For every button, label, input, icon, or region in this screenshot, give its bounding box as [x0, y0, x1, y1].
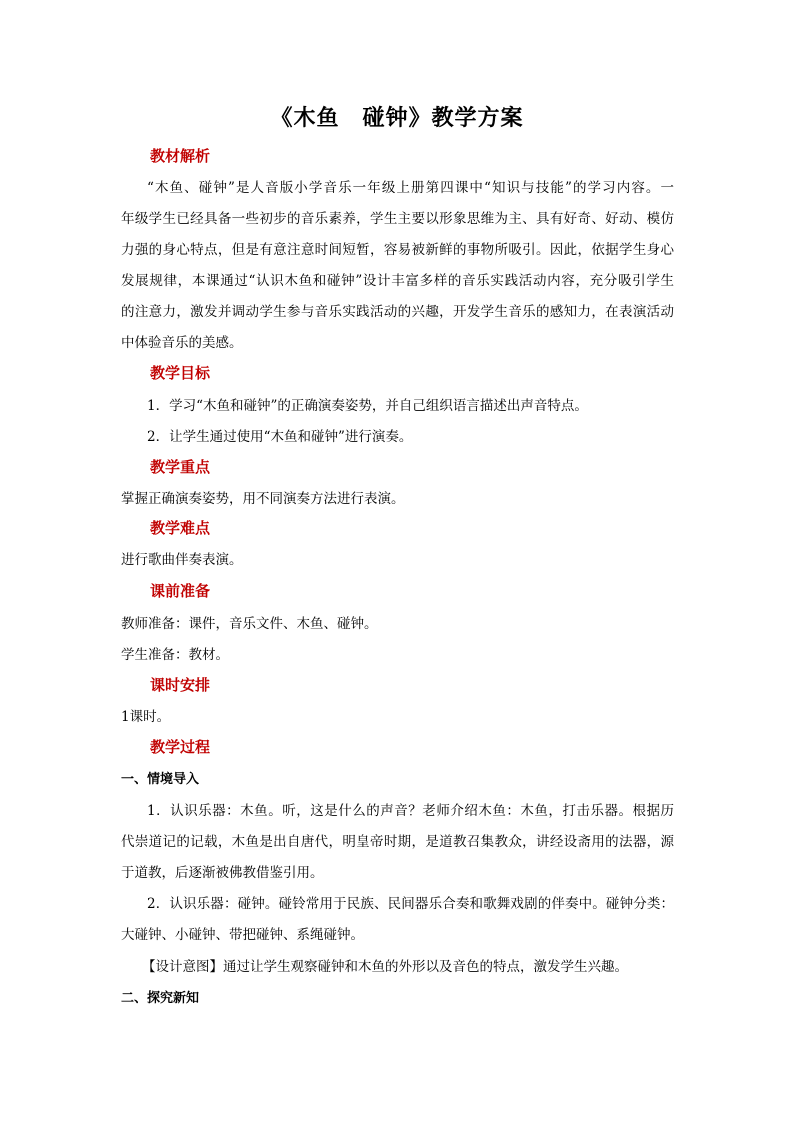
- process-paragraph-line: 于道教，后逐渐被佛教借鉴引用。: [121, 865, 324, 881]
- section-heading-preparation: 课前准备: [150, 582, 211, 600]
- analysis-paragraph-line: 发展规律，本课通过“认识木鱼和碰钟”设计丰富多样的音乐实践活动内容，充分吸引学生: [121, 273, 674, 289]
- process-part2-heading: 二、探究新知: [121, 991, 200, 1006]
- teacher-preparation-text: 教师准备：课件，音乐文件、木鱼、碰钟。: [121, 616, 378, 632]
- design-intent-text: 【设计意图】通过让学生观察碰钟和木鱼的外形以及音色的特点，激发学生兴趣。: [142, 959, 628, 975]
- process-paragraph-line: 2．认识乐器：碰钟。碰铃常用于民族、民间器乐合奏和歌舞戏剧的伴奏中。碰钟分类：: [147, 896, 674, 912]
- student-preparation-text: 学生准备：教材。: [121, 647, 229, 663]
- analysis-paragraph-line: 力强的身心特点，但是有意注意时间短暂，容易被新鲜的事物所吸引。因此，依据学生身心: [121, 242, 674, 258]
- process-paragraph-line: 代崇道记的记载，木鱼是出自唐代，明皇帝时期，是道教召集教众，讲经设斋用的法器，源: [121, 834, 674, 850]
- section-heading-analysis: 教材解析: [150, 147, 211, 165]
- section-heading-difficulties: 教学难点: [150, 519, 211, 537]
- schedule-text: 1课时。: [121, 709, 171, 725]
- difficulties-text: 进行歌曲伴奏表演。: [121, 552, 243, 568]
- process-part1-heading: 一、情境导入: [121, 772, 200, 787]
- process-paragraph-line: 大碰钟、小碰钟、带把碰钟、系绳碰钟。: [121, 927, 364, 943]
- analysis-paragraph-line: “木鱼、碰钟”是人音版小学音乐一年级上册第四课中“知识与技能”的学习内容。一: [147, 180, 674, 196]
- analysis-paragraph-line: 中体验音乐的美感。: [121, 335, 243, 351]
- process-paragraph-line: 1．认识乐器：木鱼。听，这是什么的声音？老师介绍木鱼：木鱼，打击乐器。根据历: [147, 803, 674, 819]
- key-points-text: 掌握正确演奏姿势，用不同演奏方法进行表演。: [121, 491, 405, 507]
- section-heading-goals: 教学目标: [150, 364, 211, 382]
- page-title: 《木鱼 碰钟》教学方案: [270, 105, 524, 131]
- analysis-paragraph-line: 的注意力，激发并调动学生参与音乐实践活动的兴趣，开发学生音乐的感知力，在表演活动: [121, 304, 674, 320]
- goal-item: 1．学习“木鱼和碰钟”的正确演奏姿势，并自己组织语言描述出声音特点。: [147, 398, 588, 414]
- section-heading-schedule: 课时安排: [150, 676, 211, 694]
- analysis-paragraph-line: 年级学生已经具备一些初步的音乐素养，学生主要以形象思维为主、具有好奇、好动、模仿: [121, 211, 674, 227]
- section-heading-key-points: 教学重点: [150, 458, 211, 476]
- goal-item: 2．让学生通过使用“木鱼和碰钟”进行演奏。: [147, 429, 413, 445]
- section-heading-process: 教学过程: [150, 738, 211, 756]
